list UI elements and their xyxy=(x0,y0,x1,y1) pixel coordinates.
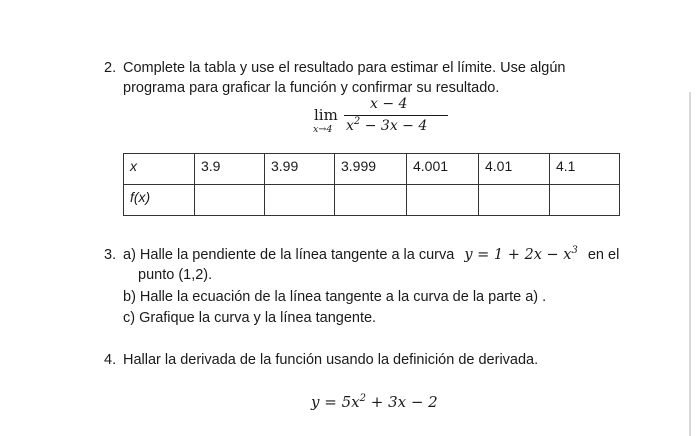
problem-2-line-1: Complete la tabla y use el resultado para estimar el límite. Use algún xyxy=(123,60,566,76)
problem-4-number: 4. xyxy=(104,352,117,368)
values-table xyxy=(123,153,620,216)
table-cell-fx xyxy=(479,185,550,216)
table-cell-fx xyxy=(265,185,335,216)
problem-2-number: 2. xyxy=(104,60,117,76)
table-cell-fx xyxy=(335,185,407,216)
problem-3-b: b) Halle la ecuación de la línea tangente a la curva de la parte a) . xyxy=(123,289,547,305)
problem-3-a-equation: $y = 1 + 2x - x^3$ xyxy=(464,245,578,263)
table-cell-x: 3.999 xyxy=(335,154,407,185)
table-row-x xyxy=(124,154,620,185)
table-cell-x: 4.01 xyxy=(479,154,550,185)
problem-3-a xyxy=(123,246,619,264)
table-header-fx: f(x) xyxy=(124,185,195,216)
problem-4-equation: $y = 5x^2 + 3x - 2$ xyxy=(311,393,438,411)
table-cell-x: 4.001 xyxy=(407,154,479,185)
problem-3-a-suffix: en el xyxy=(587,247,620,263)
problem-3-a-line-2: punto (1,2). xyxy=(138,267,213,283)
table-cell-fx xyxy=(195,185,265,216)
table-row-fx xyxy=(124,185,620,216)
table-cell-fx xyxy=(407,185,479,216)
problem-2-line-2: programa para graficar la función y confirmar su resultado. xyxy=(123,80,500,96)
limit-numerator: x − 4 xyxy=(370,96,408,112)
problem-3-number: 3. xyxy=(104,247,117,263)
problem-3-c: c) Grafique la curva y la línea tangente. xyxy=(123,310,377,326)
scrollbar-track[interactable] xyxy=(689,92,691,436)
problem-3-a-text: a) Halle la pendiente de la línea tangente a la curva xyxy=(123,247,455,263)
limit-expression xyxy=(314,98,434,140)
table-header-x: x xyxy=(124,154,195,185)
table-cell-fx xyxy=(550,185,620,216)
limit-subscript: x→4 xyxy=(313,124,333,135)
limit-denominator: $x^2 - 3x - 4$ xyxy=(346,116,428,134)
limit-word: lim xyxy=(314,106,338,124)
table-cell-x: 3.9 xyxy=(195,154,265,185)
problem-4-text: Hallar la derivada de la función usando la definición de derivada. xyxy=(123,352,539,368)
table-cell-x: 3.99 xyxy=(265,154,335,185)
table-cell-x: 4.1 xyxy=(550,154,620,185)
